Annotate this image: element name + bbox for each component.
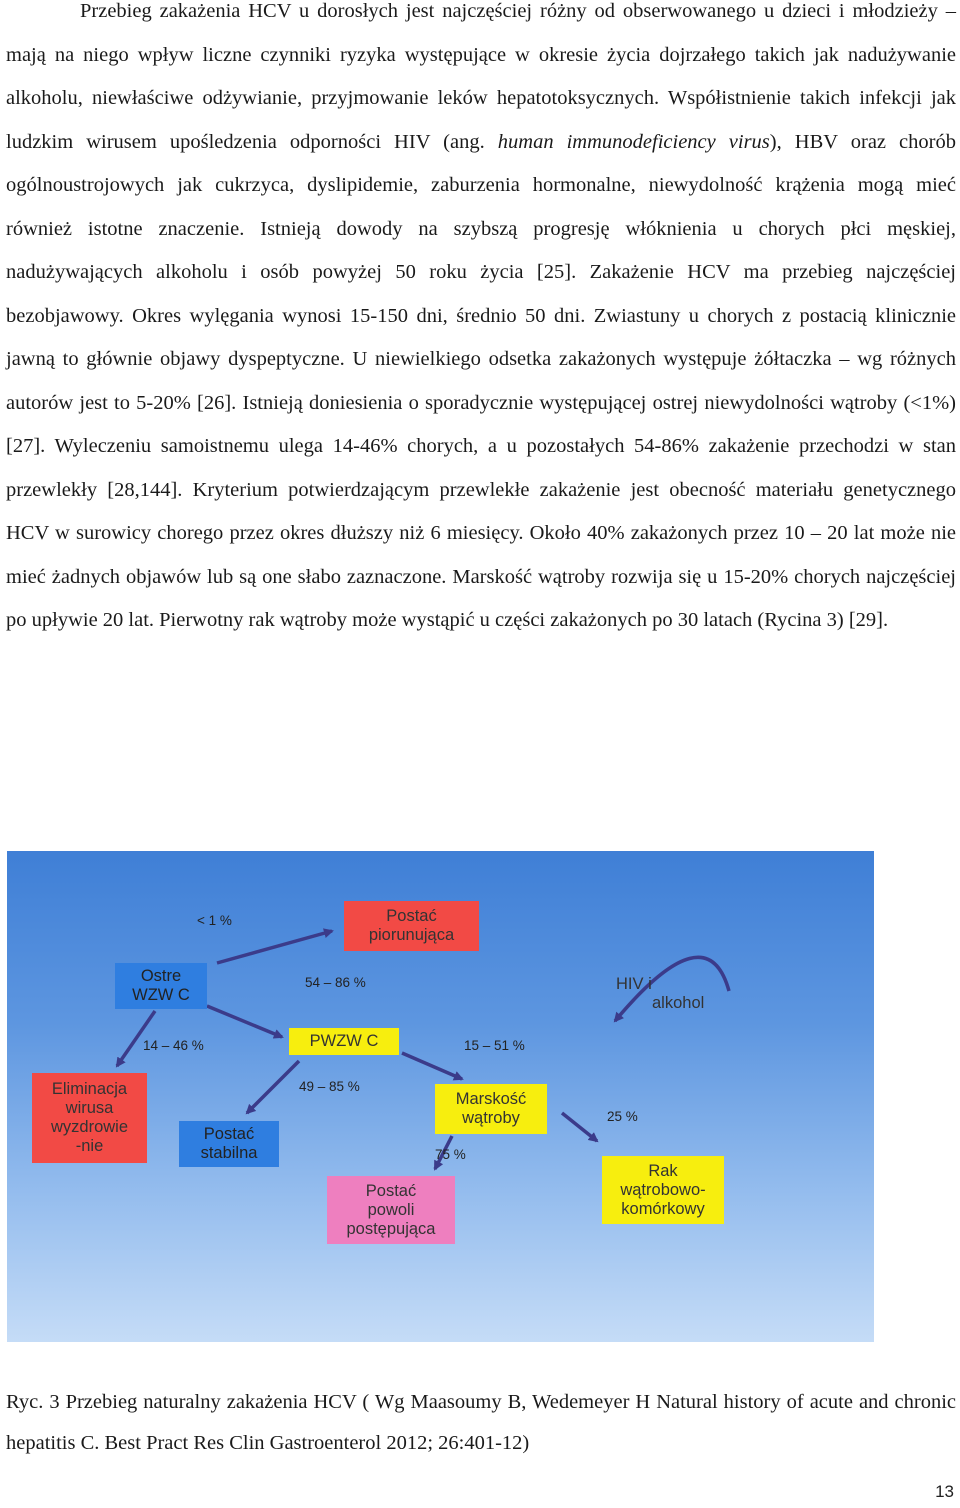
paragraph-italic-term: human immunodeficiency virus [497, 130, 770, 153]
label-15-51: 15 – 51 % [464, 1038, 525, 1053]
body-paragraph [6, 0, 956, 643]
label-25: 25 % [607, 1109, 638, 1124]
arrow-cirrhosis-to-cancer [562, 1113, 597, 1141]
caption-title: Ryc. 3 Przebieg naturalny zakażenia HCV ( [6, 1391, 375, 1413]
hcv-natural-history-figure [7, 851, 874, 1342]
box-elimination: Eliminacja wirusa wyzdrowie -nie [32, 1073, 147, 1163]
label-75: 75 % [435, 1147, 466, 1162]
page-number: 13 [935, 1482, 954, 1501]
caption-reference: Wg Maasoumy B, Wedemeyer H Natural history of acute and chronic hepatitis C. Best Pract Res Clin Gastroenterol 2012; 26:401-12) [6, 1391, 957, 1454]
box-cirrhosis: Marskość wątroby [435, 1084, 547, 1134]
arrow-acute-to-chronic [207, 1006, 282, 1037]
figure-caption [6, 1382, 956, 1464]
label-lt1: < 1 % [197, 913, 232, 928]
label-54-86: 54 – 86 % [305, 975, 366, 990]
paragraph-text-1: Przebieg zakażenia HCV u dorosłych jest najczęściej różny od obserwowanego u dzieci i młodzieży – mają na niego wpływ liczne czynniki ryzyka występujące w okresie życia dojrzałego takich jak nadużywanie alkoholu, niewłaściwe odżywianie, przyjmowanie leków hepatotoksycznych. Współistnienie takich infekcji jak ludzkim wirusem upośledzenia odporności HIV (ang. [6, 0, 956, 153]
label-14-46: 14 – 46 % [143, 1038, 204, 1053]
arrow-acute-to-fulminant [217, 931, 332, 963]
arrow-chronic-to-cirrhosis [402, 1053, 462, 1079]
box-acute-hcv: Ostre WZW C [115, 963, 207, 1009]
box-chronic-hcv: PWZW C [289, 1028, 399, 1055]
box-stable: Postać stabilna [179, 1121, 279, 1167]
arrow-chronic-to-stable [247, 1061, 299, 1113]
box-slow-progressive: Postać powoli postępująca [327, 1176, 455, 1244]
label-49-85: 49 – 85 % [299, 1079, 360, 1094]
box-fulminant: Postać piorunująca [344, 901, 479, 951]
paragraph-text-2: ), HBV oraz chorób ogólnoustrojowych jak cukrzyca, dyslipidemie, zaburzenia hormonalne, niewydolność krążenia mogą mieć również istotne znaczenie. Istnieją dowody na szybszą progresję włóknienia u chorych płci męskiej, nadużywających alkoholu i osób powyżej 50 roku życia [25]. Zakażenie HCV ma przebieg najczęściej bezobjawowy. Okres wylęgania wynosi 15-150 dni, średnio 50 dni. Zwiastuny u chorych z postacią klinicznie jawną to głównie objawy dyspeptyczne. U niewielkiego odsetka zakażonych występuje żółtaczka – wg różnych autorów jest to 5-20% [26]. Istnieją doniesienia o sporadycznie występującej ostrej niewydolności wątroby (<1%) [27]. Wyleczeniu samoistnemu ulega 14-46% chorych, a u pozostałych 54-86% zakażenie przechodzi w stan przewlekły [28,144]. Kryterium potwierdzającym przewlekłe zakażenie jest obecność materiału genetycznego HCV w surowicy chorego przez okres dłuższy niż 6 miesięcy. Około 40% zakażonych przez 10 – 20 lat może nie mieć żadnych objawów lub są one słabo zaznaczone. Marskość wątroby rozwija się u 15-20% chorych najczęściej po upływie 20 lat. Pierwotny rak wątroby może wystąpić u części zakażonych po 30 latach (Rycina 3) [29]. [6, 130, 956, 631]
box-hcc: Rak wątrobowo- komórkowy [602, 1156, 724, 1224]
box-hiv-alcohol: HIV i alkohol [616, 975, 705, 1012]
